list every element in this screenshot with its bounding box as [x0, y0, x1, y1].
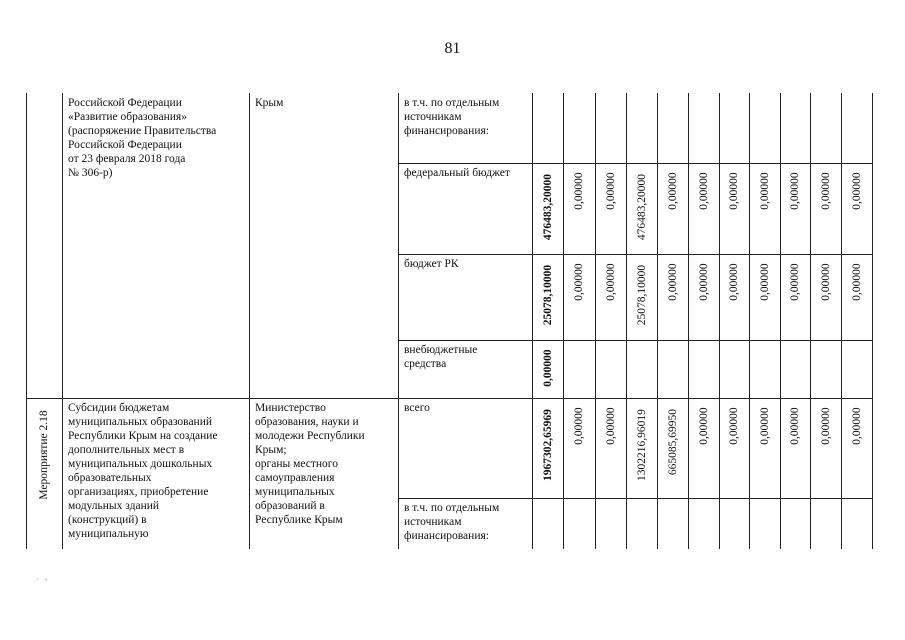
funding-value: 0,00000 [819, 172, 832, 210]
funding-value: 0,00000 [666, 172, 679, 210]
funding-value: 0,00000 [758, 263, 771, 301]
funding-value: 0,00000 [604, 407, 617, 445]
measure-label: Мероприятие 2.18 [38, 410, 50, 500]
funding-value: 476483,20000 [541, 173, 554, 240]
funding-value: 0,00000 [789, 172, 801, 210]
funding-value: 25078,10000 [541, 264, 554, 325]
funding-value: 1967302,65969 [541, 409, 554, 481]
table-vertical-line [249, 93, 250, 549]
funding-value: 0,00000 [573, 263, 585, 301]
program-name-text: Российской Федерации «Развитие образования» (распоряжение Правительства Российской Федерации от 23 февраля 2018 года № 306-р) [68, 97, 217, 179]
funding-value: 0,00000 [541, 349, 554, 387]
funding-value: 476483,20000 [635, 173, 648, 240]
table-row-divider [398, 340, 873, 341]
table-vertical-line [62, 93, 63, 549]
table-vertical-line [719, 93, 720, 549]
executor-text: Крым [255, 97, 284, 109]
funding-value: 0,00000 [789, 263, 801, 301]
funding-value: 0,00000 [604, 263, 617, 301]
funding-value: 0,00000 [697, 263, 710, 301]
table-row-divider [398, 498, 873, 499]
page-number: 81 [444, 40, 461, 57]
table-vertical-line [595, 93, 596, 549]
funding-value: 0,00000 [697, 172, 710, 210]
table-vertical-line [26, 93, 27, 549]
funding-value: 0,00000 [666, 263, 679, 301]
funding-value: 0,00000 [604, 172, 617, 210]
funding-value: 0,00000 [728, 172, 740, 210]
funding-value: 0,00000 [758, 407, 771, 445]
funding-value: 0,00000 [573, 407, 585, 445]
funding-value: 0,00000 [819, 263, 832, 301]
funding-source-label: в т.ч. по отдельным источникам финансирования: [404, 97, 500, 137]
table-vertical-line [841, 93, 842, 549]
funding-value: 1302216,96019 [635, 409, 648, 481]
table-vertical-line [532, 93, 533, 549]
table-vertical-line [563, 93, 564, 549]
measure-name-text: Субсидии бюджетам муниципальных образований Республики Крым на создание дополнительных мест в муниципальных дошкольных образовательных организациях, приобретение модульных зданий (конструкций) в муниципальную [68, 402, 218, 540]
table-row-divider [398, 254, 873, 255]
funding-value: 0,00000 [850, 407, 863, 445]
table-vertical-line [626, 93, 627, 549]
table-vertical-line [872, 93, 873, 549]
funding-source-label: внебюджетные средства [404, 344, 478, 370]
funding-value: 665085,69950 [666, 408, 679, 475]
funding-source-label: бюджет РК [404, 258, 459, 270]
table-vertical-line [688, 93, 689, 549]
funding-value: 0,00000 [850, 263, 863, 301]
funding-source-label: федеральный бюджет [404, 167, 510, 179]
funding-value: 0,00000 [573, 172, 585, 210]
funding-value: 0,00000 [728, 263, 740, 301]
table-vertical-line [398, 93, 399, 549]
table-vertical-line [780, 93, 781, 549]
funding-value: 0,00000 [819, 407, 832, 445]
funding-value: 25078,10000 [635, 264, 648, 325]
table-vertical-line [749, 93, 750, 549]
scan-artifact-mark: · - [36, 575, 50, 584]
funding-value: 0,00000 [728, 407, 740, 445]
measure-executor-text: Министерство образования, науки и молодежи Республики Крым; органы местного самоуправления муниципальных образований в Республике Крым [255, 402, 365, 526]
funding-value: 0,00000 [789, 407, 801, 445]
funding-value: 0,00000 [697, 407, 710, 445]
table-vertical-line [657, 93, 658, 549]
funding-source-label: в т.ч. по отдельным источникам финансирования: [404, 502, 500, 542]
funding-source-label: всего [404, 402, 430, 414]
table-block-divider [26, 398, 873, 399]
table-vertical-line [810, 93, 811, 549]
funding-value: 0,00000 [758, 172, 771, 210]
funding-value: 0,00000 [850, 172, 863, 210]
table-row-divider [398, 163, 873, 164]
